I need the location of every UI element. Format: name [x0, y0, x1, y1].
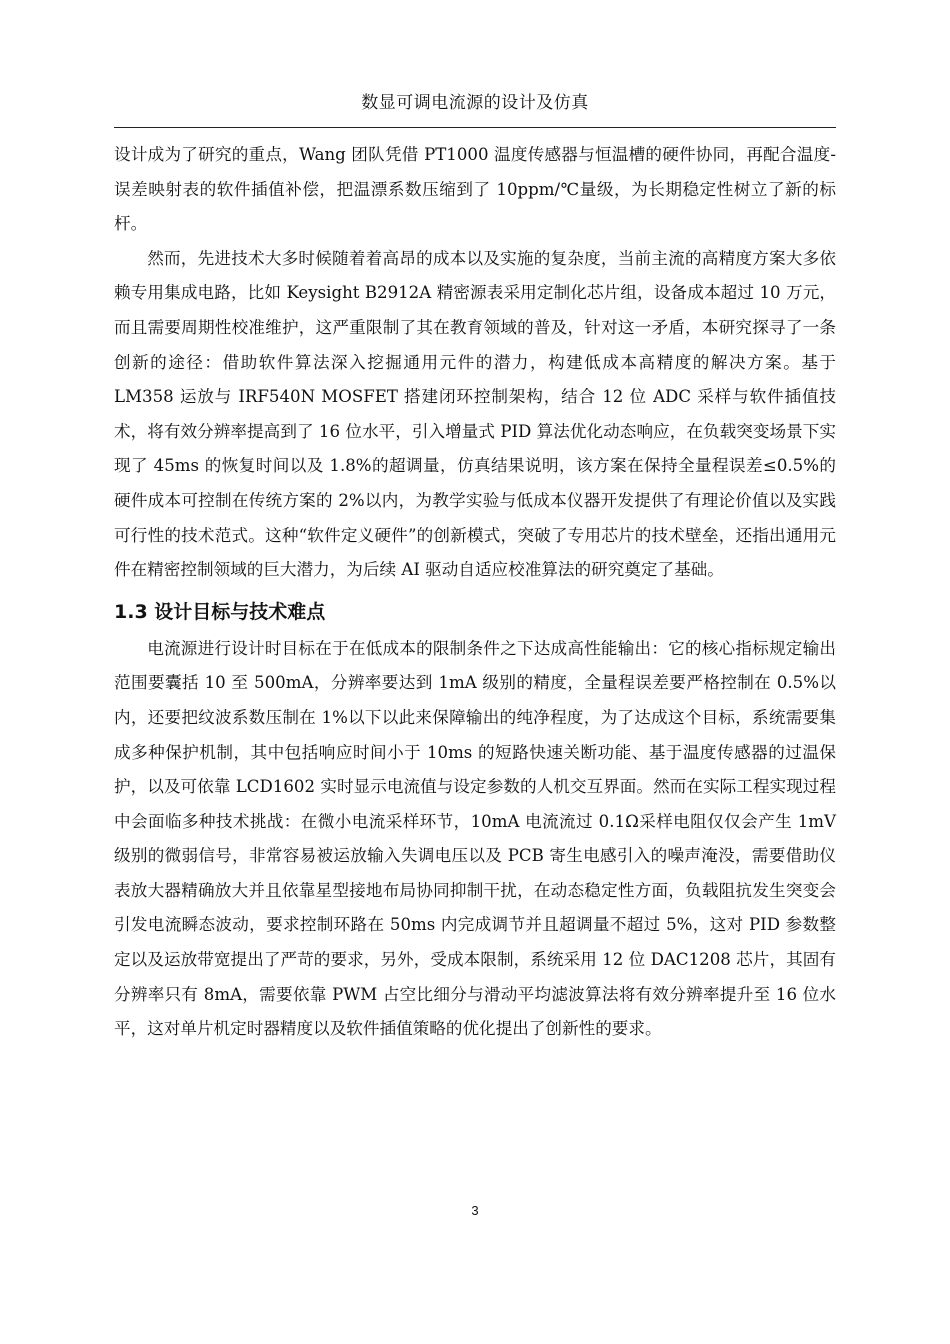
- section-heading: 1.3 设计目标与技术难点: [114, 600, 326, 623]
- body-text: [114, 138, 836, 1047]
- header-rule: [114, 127, 836, 128]
- page-number: 3: [471, 1203, 479, 1218]
- paragraph-background: 然而，先进技术大多时候随着着高昂的成本以及实施的复杂度，当前主流的高精度方案大多依赖专用集成电路，比如 Keysight B2912A 精密源表采用定制化芯片组，设备成本超过 10 万元，而且需要周期性校准维护，这严重限制了其在教育领域的普及，针对这一矛盾，本研究探寻了一条创新的途径：借助软件算法深入挖掘通用元件的潜力，构建低成本高精度的解决方案。基于 LM358 运放与 IRF540N MOSFET 搭建闭环控制架构，结合 12 位 ADC 采样与软件插值技术，将有效分辨率提高到了 16 位水平，引入增量式 PID 算法优化动态响应，在负载突变场景下实现了 45ms 的恢复时间以及 1.8%的超调量，仿真结果说明，该方案在保持全量程误差≤0.5%的硬件成本可控制在传统方案的 2%以内，为教学实验与低成本仪器开发提供了有理论价值以及实践可行性的技术范式。这种“软件定义硬件”的创新模式，突破了专用芯片的技术壁垒，还指出通用元件在精密控制领域的巨大潜力，为后续 AI 驱动自适应校准算法的研究奠定了基础。: [114, 248, 836, 580]
- paragraph-continuation: 设计成为了研究的重点，Wang 团队凭借 PT1000 温度传感器与恒温槽的硬件协同，再配合温度-误差映射表的软件插值补偿，把温漂系数压缩到了 10ppm/℃量级，为长期稳定性树立了新的标杆。: [114, 145, 836, 234]
- running-header: 数显可调电流源的设计及仿真: [361, 93, 589, 113]
- paragraph-design-goals: 电流源进行设计时目标在于在低成本的限制条件之下达成高性能输出：它的核心指标规定输出范围要囊括 10 至 500mA，分辨率要达到 1mA 级别的精度，全量程误差要严格控制在 0.5%以内，还要把纹波系数压制在 1%以下以此来保障输出的纯净程度，为了达成这个目标，系统需要集成多种保护机制，其中包括响应时间小于 10ms 的短路快速关断功能、基于温度传感器的过温保护，以及可依靠 LCD1602 实时显示电流值与设定参数的人机交互界面。然而在实际工程实现过程中会面临多种技术挑战：在微小电流采样环节，10mA 电流流过 0.1Ω采样电阻仅仅会产生 1mV 级别的微弱信号，非常容易被运放输入失调电压以及 PCB 寄生电感引入的噪声淹没，需要借助仪表放大器精确放大并且依靠星型接地布局协同抑制干扰，在动态稳定性方面，负载阻抗发生突变会引发电流瞬态波动，要求控制环路在 50ms 内完成调节并且超调量不超过 5%，这对 PID 参数整定以及运放带宽提出了严苛的要求，另外，受成本限制，系统采用 12 位 DAC1208 芯片，其固有分辨率只有 8mA，需要依靠 PWM 占空比细分与滑动平均滤波算法将有效分辨率提升至 16 位水平，这对单片机定时器精度以及软件插值策略的优化提出了创新性的要求。: [114, 638, 836, 1039]
